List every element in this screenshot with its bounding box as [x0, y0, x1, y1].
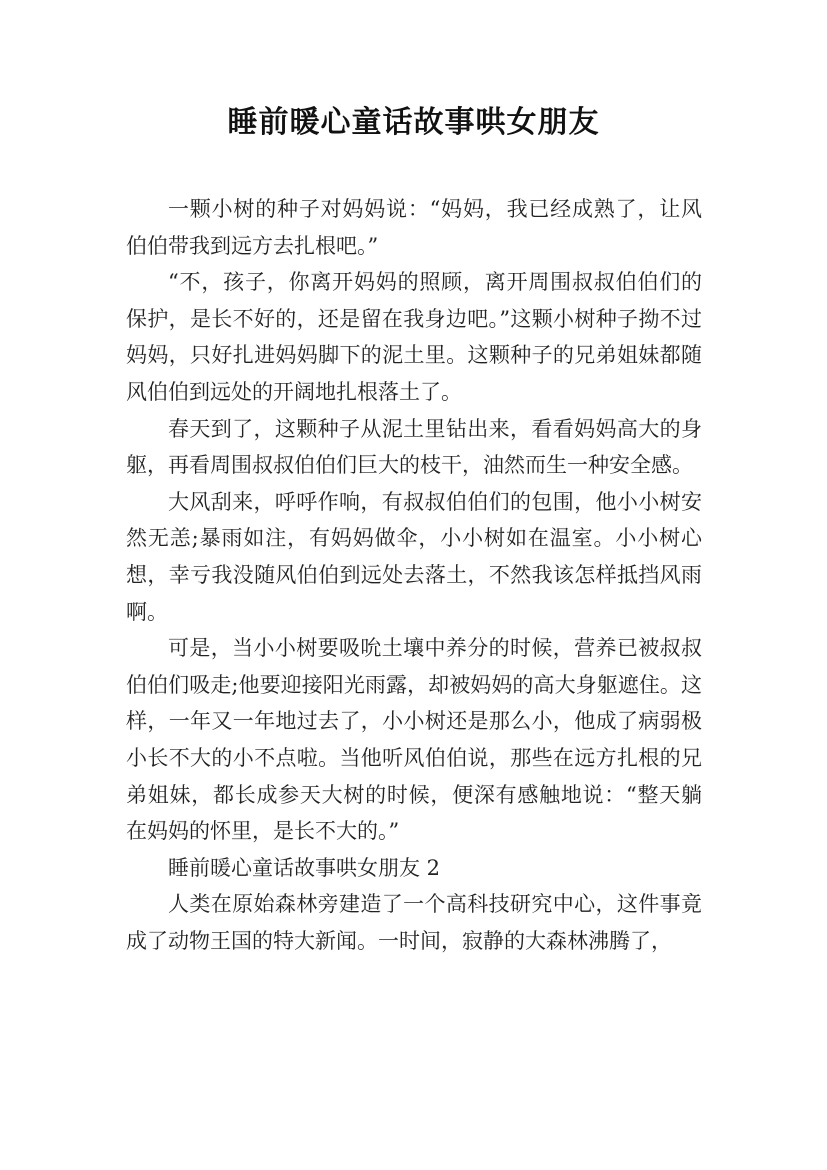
document-title: 睡前暖心童话故事哄女朋友 — [227, 105, 600, 140]
paragraph: 可是，当小小树要吸吮土壤中养分的时候，营养已被叔叔伯伯们吸走;他要迎接阳光雨露，却被妈妈的高大身躯遮住。这样，一年又一年地过去了，小小树还是那么小，他成了病弱极小长不大的小不点啦。当他听风伯伯说，那些在远方扎根的兄弟姐妹，都长成参天大树的时候，便深有感触地说：“整天躺在妈妈的怀里，是长不大的。” — [126, 636, 702, 844]
paragraph: 春天到了，这颗种子从泥土里钻出来，看看妈妈高大的身躯，再看周围叔叔伯伯们巨大的枝干，油然而生一种安全感。 — [126, 416, 702, 478]
paragraph: 人类在原始森林旁建造了一个高科技研究中心，这件事竟成了动物王国的特大新闻。一时间，寂静的大森林沸腾了， — [126, 892, 702, 953]
document-body — [126, 191, 702, 959]
section-heading: 睡前暖心童话故事哄女朋友 2 — [168, 855, 441, 880]
paragraph: 一颗小树的种子对妈妈说：“妈妈，我已经成熟了，让风伯伯带我到远方去扎根吧。” — [126, 197, 702, 258]
paragraph: “不，孩子，你离开妈妈的照顾，离开周围叔叔伯伯们的保护，是长不好的，还是留在我身边吧。”这颗小树种子拗不过妈妈，只好扎进妈妈脚下的泥土里。这颗种子的兄弟姐妹都随风伯伯到远处的开阔地扎根落土了。 — [126, 270, 702, 404]
paragraph: 大风刮来，呼呼作响，有叔叔伯伯们的包围，他小小树安然无恙;暴雨如注，有妈妈做伞，小小树如在温室。小小树心想，幸亏我没随风伯伯到远处去落土，不然我该怎样抵挡风雨啊。 — [126, 489, 702, 624]
